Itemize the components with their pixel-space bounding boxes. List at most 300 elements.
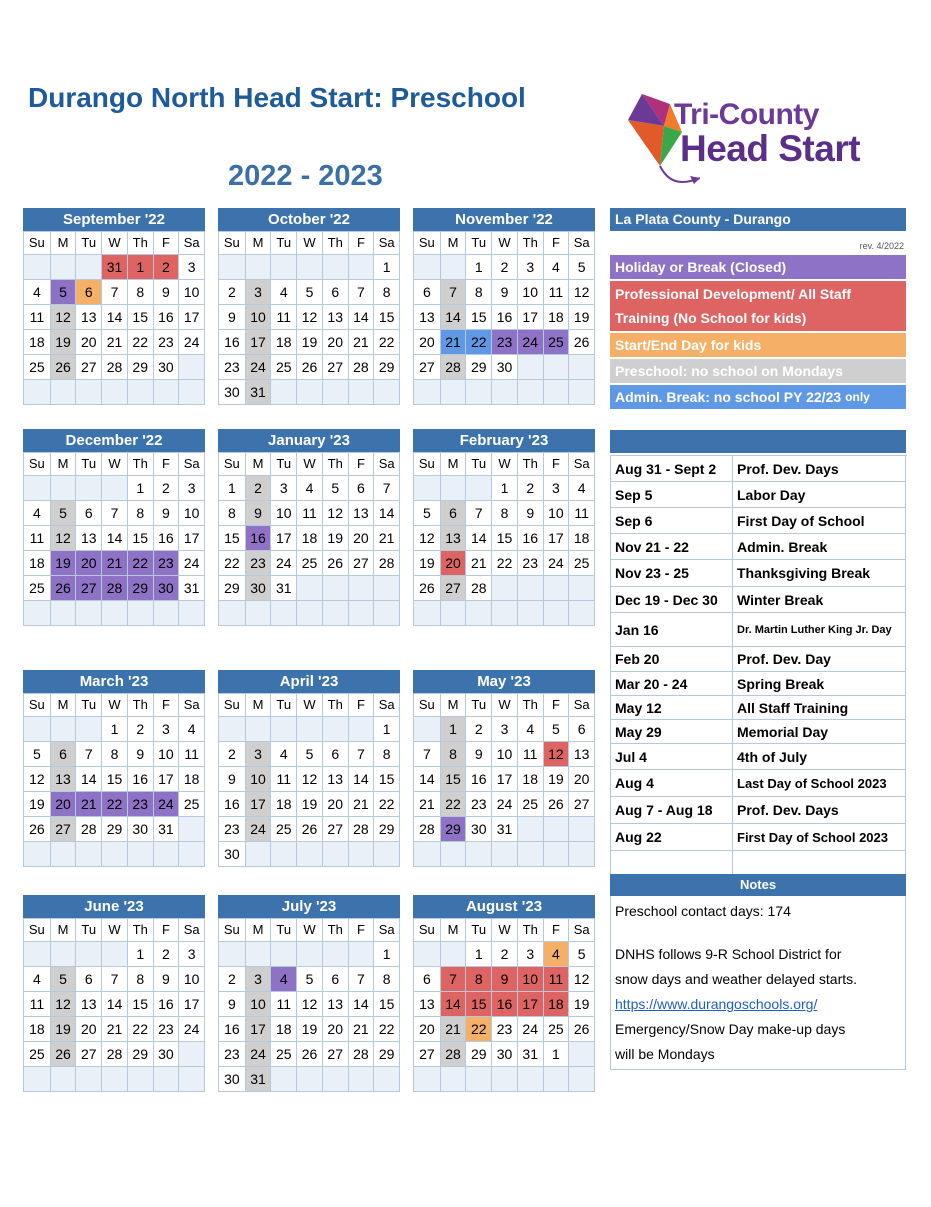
calendar-empty-cell	[544, 355, 570, 380]
event-date: Jan 16	[611, 613, 733, 647]
calendar-day: 24	[518, 330, 544, 355]
calendar-day: 10	[544, 501, 570, 526]
calendar-day: 25	[271, 817, 297, 842]
calendar-day: 24	[518, 1017, 544, 1042]
calendar-day: 16	[246, 526, 272, 551]
calendar-day: 11	[544, 280, 570, 305]
event-description: First Day of School 2023	[733, 824, 906, 851]
legend	[610, 255, 906, 409]
calendar-day: 27	[414, 1042, 441, 1067]
calendar-empty-cell	[544, 576, 570, 601]
weekday-label: Th	[518, 453, 544, 476]
calendar-day: 7	[466, 501, 492, 526]
calendar-day: 25	[518, 792, 544, 817]
calendar-empty-cell	[271, 380, 297, 405]
calendar-day: 9	[518, 501, 544, 526]
calendar-day: 14	[349, 992, 375, 1017]
calendar-day: 4	[24, 280, 51, 305]
calendar-day: 11	[569, 501, 595, 526]
calendar-day: 6	[76, 280, 102, 305]
calendar-day: 1	[466, 255, 492, 280]
calendar-empty-cell	[323, 255, 349, 280]
month-calendar	[218, 670, 400, 867]
calendar-day: 25	[297, 551, 323, 576]
calendar-empty-cell	[569, 817, 595, 842]
weekday-label: W	[492, 919, 518, 942]
calendar-empty-cell	[24, 601, 51, 626]
calendar-empty-cell	[51, 942, 77, 967]
calendar-day: 10	[154, 742, 180, 767]
event-row	[611, 672, 907, 696]
calendar-day: 12	[297, 992, 323, 1017]
calendar-day: 2	[219, 742, 246, 767]
month-calendar	[23, 429, 205, 626]
event-description: Dr. Martin Luther King Jr. Day	[733, 613, 906, 647]
calendar-day: 5	[51, 280, 77, 305]
weekday-label: Th	[518, 919, 544, 942]
calendar-day: 3	[544, 476, 570, 501]
calendar-day: 30	[128, 817, 154, 842]
calendar-day: 19	[297, 792, 323, 817]
calendar-day: 29	[441, 817, 467, 842]
calendar-day: 26	[51, 355, 77, 380]
calendar-day: 13	[76, 305, 102, 330]
calendar-day: 1	[102, 717, 128, 742]
calendar-empty-cell	[374, 380, 400, 405]
calendar-day: 22	[102, 792, 128, 817]
weekday-label: W	[102, 919, 128, 942]
calendar-empty-cell	[323, 1067, 349, 1092]
calendar-day: 1	[128, 476, 154, 501]
calendar-day: 9	[154, 280, 180, 305]
calendar-day: 25	[271, 1042, 297, 1067]
event-date: Aug 22	[611, 824, 733, 851]
calendar-day: 17	[179, 992, 205, 1017]
calendar-day: 3	[492, 717, 518, 742]
calendar-empty-cell	[492, 1067, 518, 1092]
weekday-label: F	[544, 232, 570, 255]
calendar-empty-cell	[154, 1067, 180, 1092]
calendar-day: 22	[492, 551, 518, 576]
weekday-label: Tu	[271, 453, 297, 476]
revision-date: rev. 4/2022	[859, 241, 904, 251]
event-date: Dec 19 - Dec 30	[611, 587, 733, 613]
weekday-label: Tu	[76, 232, 102, 255]
calendar-day: 9	[492, 280, 518, 305]
calendar-day: 14	[414, 767, 441, 792]
calendar-day: 11	[24, 305, 51, 330]
event-date: Aug 4	[611, 770, 733, 797]
weekday-label: M	[51, 919, 77, 942]
calendar-empty-cell	[518, 817, 544, 842]
calendar-empty-cell	[102, 380, 128, 405]
calendar-day: 23	[154, 1017, 180, 1042]
calendar-empty-cell	[466, 842, 492, 867]
legend-label: Professional Development/ All Staff Training (No School for kids)	[615, 286, 851, 326]
calendar-day: 20	[323, 1017, 349, 1042]
calendar-day: 26	[297, 817, 323, 842]
weekday-label: Su	[24, 453, 51, 476]
weekday-label: Sa	[374, 232, 400, 255]
calendar-day: 17	[544, 526, 570, 551]
calendar-day: 15	[102, 767, 128, 792]
calendar-day: 26	[544, 792, 570, 817]
calendar-day: 28	[374, 551, 400, 576]
weekday-label: M	[441, 694, 467, 717]
calendar-day: 14	[76, 767, 102, 792]
calendar-day: 14	[349, 305, 375, 330]
calendar-empty-cell	[492, 380, 518, 405]
calendar-day: 11	[271, 305, 297, 330]
weekday-label: Su	[24, 919, 51, 942]
makeup-line-2: will be Mondays	[615, 1046, 715, 1062]
calendar-day: 4	[271, 742, 297, 767]
calendar-empty-cell	[323, 942, 349, 967]
calendar-empty-cell	[518, 355, 544, 380]
weekday-label: Su	[414, 232, 441, 255]
event-row	[611, 720, 907, 744]
month-calendar	[23, 208, 205, 405]
calendar-empty-cell	[24, 1067, 51, 1092]
weekday-label: Th	[128, 453, 154, 476]
calendar-empty-cell	[24, 380, 51, 405]
calendar-day: 2	[219, 280, 246, 305]
legend-panel	[610, 208, 906, 411]
calendar-day: 13	[76, 526, 102, 551]
calendar-day: 5	[569, 942, 595, 967]
calendar-empty-cell	[219, 255, 246, 280]
calendar-empty-cell	[297, 576, 323, 601]
calendar-day: 3	[246, 742, 272, 767]
calendar-empty-cell	[349, 601, 375, 626]
calendar-day: 19	[51, 1017, 77, 1042]
weekday-label: Tu	[466, 453, 492, 476]
calendar-empty-cell	[76, 255, 102, 280]
weekday-label: F	[349, 453, 375, 476]
weekday-label: M	[51, 694, 77, 717]
calendar-day: 19	[51, 551, 77, 576]
legend-item	[610, 281, 906, 331]
events-header-bar	[610, 430, 906, 453]
event-description: First Day of School	[733, 508, 906, 534]
calendar-day: 31	[154, 817, 180, 842]
calendar-empty-cell	[271, 601, 297, 626]
calendar-day: 27	[441, 576, 467, 601]
calendar-day: 17	[246, 1017, 272, 1042]
calendar-day: 3	[246, 280, 272, 305]
weekday-label: Sa	[569, 694, 595, 717]
calendar-day: 12	[297, 305, 323, 330]
month-title: May '23	[413, 670, 595, 693]
calendar-empty-cell	[246, 842, 272, 867]
calendar-day: 18	[569, 526, 595, 551]
weekday-label: Th	[128, 694, 154, 717]
calendar-day: 8	[374, 280, 400, 305]
calendar-day: 31	[246, 380, 272, 405]
calendar-day: 16	[128, 767, 154, 792]
calendar-day: 20	[441, 551, 467, 576]
calendar-day: 12	[297, 767, 323, 792]
calendar-day: 29	[128, 576, 154, 601]
calendar-day: 7	[349, 967, 375, 992]
calendar-empty-cell	[128, 601, 154, 626]
calendar-empty-cell	[154, 601, 180, 626]
event-row	[611, 613, 907, 647]
calendar-day: 1	[219, 476, 246, 501]
calendar-day: 20	[51, 792, 77, 817]
event-row	[611, 744, 907, 770]
month-title: November '22	[413, 208, 595, 231]
month-title: July '23	[218, 895, 400, 918]
calendar-day: 24	[246, 1042, 272, 1067]
calendar-day: 26	[24, 817, 51, 842]
calendar-day: 30	[154, 1042, 180, 1067]
weekday-label: F	[154, 453, 180, 476]
calendar-day: 7	[441, 280, 467, 305]
calendar-empty-cell	[128, 380, 154, 405]
calendar-day: 29	[102, 817, 128, 842]
calendar-day: 31	[492, 817, 518, 842]
legend-label: Holiday or Break (Closed)	[615, 259, 787, 275]
notes-section	[610, 874, 906, 1070]
calendar-day: 22	[128, 330, 154, 355]
weekday-label: Sa	[179, 453, 205, 476]
calendar-day: 8	[441, 742, 467, 767]
calendar-day: 1	[374, 942, 400, 967]
calendar-day: 6	[414, 967, 441, 992]
calendar-empty-cell	[24, 717, 51, 742]
calendar-day: 5	[323, 476, 349, 501]
calendar-day: 4	[544, 255, 570, 280]
calendar-day: 30	[219, 380, 246, 405]
calendar-day: 26	[297, 1042, 323, 1067]
legend-label: Preschool: no school on Mondays	[615, 363, 843, 379]
notes-body	[610, 896, 906, 1070]
calendar-day: 2	[154, 942, 180, 967]
weekday-label: Tu	[76, 694, 102, 717]
calendar-day: 26	[51, 1042, 77, 1067]
calendar-day: 27	[76, 1042, 102, 1067]
calendar-empty-cell	[414, 717, 441, 742]
calendar-day: 4	[24, 501, 51, 526]
calendar-day: 20	[323, 792, 349, 817]
calendar-empty-cell	[441, 942, 467, 967]
calendar-day: 14	[441, 305, 467, 330]
calendar-day: 1	[128, 942, 154, 967]
calendar-day: 6	[76, 501, 102, 526]
weekday-label: Tu	[76, 919, 102, 942]
event-row	[611, 696, 907, 720]
calendar-day: 27	[323, 355, 349, 380]
calendar-day: 4	[569, 476, 595, 501]
calendar-day: 8	[374, 742, 400, 767]
calendar-empty-cell	[374, 842, 400, 867]
calendar-day: 26	[569, 1017, 595, 1042]
calendar-day: 3	[179, 942, 205, 967]
weekday-label: W	[297, 694, 323, 717]
calendar-day: 12	[51, 992, 77, 1017]
calendar-empty-cell	[518, 601, 544, 626]
weekday-label: Sa	[569, 232, 595, 255]
calendar-day: 23	[518, 551, 544, 576]
calendar-day: 18	[179, 767, 205, 792]
calendar-empty-cell	[569, 576, 595, 601]
calendar-day: 5	[51, 967, 77, 992]
event-description: Last Day of School 2023	[733, 770, 906, 797]
calendar-day: 31	[246, 1067, 272, 1092]
calendar-empty-cell	[179, 817, 205, 842]
calendar-day: 9	[246, 501, 272, 526]
calendar-day: 13	[323, 305, 349, 330]
weekday-label: Su	[219, 919, 246, 942]
calendar-day: 10	[179, 967, 205, 992]
legend-item	[610, 333, 906, 357]
calendar-day: 24	[246, 355, 272, 380]
month-calendar	[413, 208, 595, 405]
legend-item	[610, 385, 906, 409]
calendar-empty-cell	[76, 1067, 102, 1092]
calendar-day: 17	[179, 305, 205, 330]
calendar-day: 23	[219, 1042, 246, 1067]
calendar-day: 20	[569, 767, 595, 792]
calendar-day: 29	[466, 355, 492, 380]
weekday-label: F	[544, 919, 570, 942]
calendar-day: 26	[51, 576, 77, 601]
calendar-day: 14	[102, 992, 128, 1017]
calendar-day: 29	[466, 1042, 492, 1067]
calendar-day: 23	[492, 330, 518, 355]
calendar-day: 28	[349, 1042, 375, 1067]
weekday-label: Th	[518, 694, 544, 717]
calendar-day: 1	[466, 942, 492, 967]
calendar-day: 25	[271, 355, 297, 380]
calendar-day: 3	[154, 717, 180, 742]
calendar-day: 8	[492, 501, 518, 526]
calendar-day: 13	[349, 501, 375, 526]
calendar-empty-cell	[51, 380, 77, 405]
calendar-empty-cell	[492, 576, 518, 601]
month-calendar	[218, 895, 400, 1092]
weekday-label: Th	[323, 694, 349, 717]
calendar-empty-cell	[466, 380, 492, 405]
calendar-empty-cell	[297, 942, 323, 967]
calendar-day: 24	[179, 551, 205, 576]
calendar-day: 11	[297, 501, 323, 526]
calendar-day: 17	[271, 526, 297, 551]
school-year: 2022 - 2023	[228, 160, 383, 192]
calendar-day: 13	[323, 767, 349, 792]
calendar-day: 28	[349, 355, 375, 380]
calendar-day: 5	[24, 742, 51, 767]
makeup-line-1: Emergency/Snow Day make-up days	[615, 1021, 846, 1037]
calendar-day: 28	[441, 355, 467, 380]
weekday-label: Th	[323, 453, 349, 476]
calendar-day: 7	[349, 742, 375, 767]
calendar-day: 28	[349, 817, 375, 842]
calendar-day: 13	[323, 992, 349, 1017]
events-table	[610, 455, 907, 876]
calendar-day: 12	[414, 526, 441, 551]
calendar-empty-cell	[297, 380, 323, 405]
calendar-empty-cell	[24, 842, 51, 867]
calendar-day: 17	[246, 330, 272, 355]
event-date: Aug 7 - Aug 18	[611, 797, 733, 824]
weekday-label: Sa	[569, 919, 595, 942]
calendar-day: 10	[492, 742, 518, 767]
calendar-empty-cell	[414, 842, 441, 867]
calendar-day: 21	[441, 1017, 467, 1042]
calendar-empty-cell	[51, 476, 77, 501]
calendar-day: 29	[128, 1042, 154, 1067]
event-description: Memorial Day	[733, 720, 906, 744]
calendar-empty-cell	[179, 1067, 205, 1092]
weekday-label: F	[154, 919, 180, 942]
calendar-empty-cell	[492, 842, 518, 867]
calendar-empty-cell	[219, 601, 246, 626]
calendar-day: 31	[102, 255, 128, 280]
calendar-day: 13	[414, 992, 441, 1017]
calendar-day: 17	[492, 767, 518, 792]
calendar-empty-cell	[179, 842, 205, 867]
calendar-day: 8	[466, 967, 492, 992]
calendar-day: 19	[414, 551, 441, 576]
calendar-day: 15	[441, 767, 467, 792]
calendar-day: 7	[102, 501, 128, 526]
calendar-day: 6	[441, 501, 467, 526]
calendar-day: 26	[569, 330, 595, 355]
calendar-empty-cell	[569, 601, 595, 626]
month-calendar	[23, 895, 205, 1092]
calendar-day: 18	[24, 1017, 51, 1042]
weekday-label: Su	[24, 232, 51, 255]
legend-suffix: only	[845, 390, 870, 404]
weekday-label: Tu	[271, 694, 297, 717]
weekday-label: W	[297, 919, 323, 942]
calendar-empty-cell	[128, 842, 154, 867]
weekday-label: M	[441, 453, 467, 476]
calendar-day: 9	[154, 501, 180, 526]
calendar-empty-cell	[518, 380, 544, 405]
calendar-empty-cell	[518, 842, 544, 867]
calendar-empty-cell	[246, 255, 272, 280]
calendar-day: 14	[466, 526, 492, 551]
event-date: May 12	[611, 696, 733, 720]
calendar-day: 18	[544, 992, 570, 1017]
calendar-empty-cell	[544, 817, 570, 842]
calendar-day: 4	[544, 942, 570, 967]
event-row	[611, 647, 907, 672]
district-link[interactable]: https://www.durangoschools.org/	[615, 996, 818, 1012]
calendar-empty-cell	[518, 1067, 544, 1092]
calendar-day: 10	[179, 501, 205, 526]
weekday-label: F	[544, 694, 570, 717]
weekday-label: W	[492, 453, 518, 476]
calendar-empty-cell	[297, 255, 323, 280]
calendar-day: 15	[219, 526, 246, 551]
month-title: June '23	[23, 895, 205, 918]
calendar-day: 5	[297, 967, 323, 992]
calendar-day: 16	[219, 792, 246, 817]
calendar-day: 22	[374, 792, 400, 817]
calendar-day: 30	[154, 355, 180, 380]
weekday-label: M	[246, 453, 272, 476]
calendar-day: 11	[179, 742, 205, 767]
calendar-day: 20	[76, 330, 102, 355]
weekday-label: Sa	[179, 919, 205, 942]
weekday-label: Su	[219, 453, 246, 476]
calendar-day: 7	[102, 967, 128, 992]
event-date: Feb 20	[611, 647, 733, 672]
